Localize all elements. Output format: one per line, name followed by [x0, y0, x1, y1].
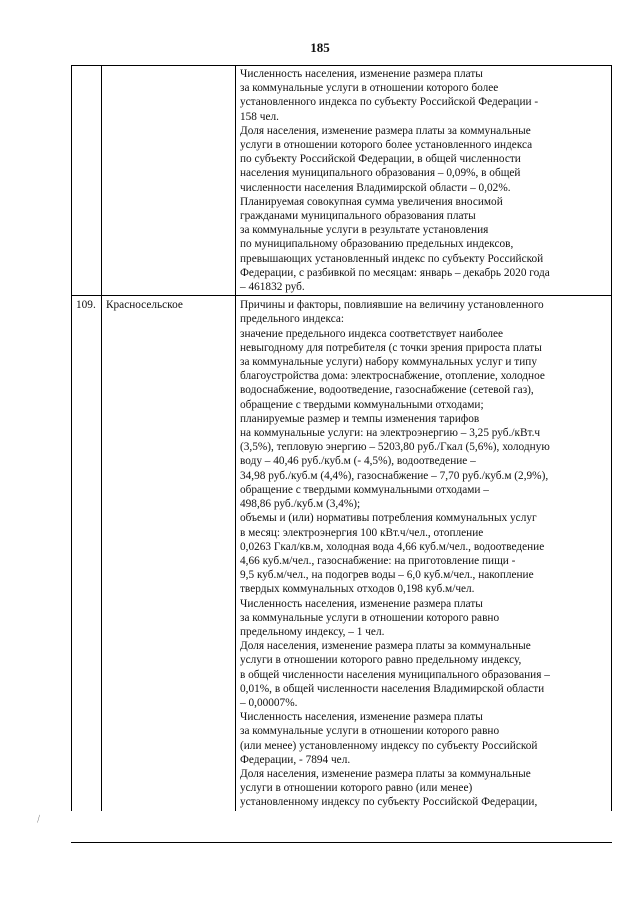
description-line: услуги в отношении которого более установленного индекса: [240, 139, 533, 152]
description-line: в месяц: электроэнергия 100 кВт.ч/чел., отопление: [240, 526, 484, 539]
description-line: услуги в отношении которого равно (или менее): [240, 782, 473, 795]
description-line: Планируемая совокупная сумма увеличения вносимой: [240, 195, 503, 208]
description-line: Доля населения, изменение размера платы за коммунальные: [240, 124, 531, 137]
description-line: за коммунальные услуги) набору коммунальных услуг и типу: [240, 356, 537, 369]
municipality-name-cell: [102, 66, 236, 296]
description-line: твердых коммунальных отходов 0,198 куб.м/чел.: [240, 583, 475, 596]
description-cell: [236, 66, 612, 296]
description-line: 498,86 руб./куб.м (3,4%);: [240, 498, 361, 511]
description-line: воду – 40,46 руб./куб.м (- 4,5%), водоотведение –: [240, 455, 476, 468]
description-line: за коммунальные услуги в отношении которого более: [240, 82, 499, 95]
description-line: 9,5 куб.м/чел., на подогрев воды – 6,0 куб.м/чел., накопление: [240, 569, 534, 582]
table-row: [72, 66, 612, 296]
description-line: (3,5%), тепловую энергию – 5203,80 руб./Гкал (5,6%), холодную: [240, 441, 550, 454]
description-line: предельному индексу, – 1 чел.: [240, 625, 385, 638]
description-line: 158 чел.: [240, 110, 279, 123]
description-line: – 461832 руб.: [240, 281, 305, 294]
table-bottom-border: [71, 842, 612, 843]
description-line: объемы и (или) нормативы потребления коммунальных услуг: [240, 512, 537, 525]
description-cell: [236, 296, 612, 811]
description-line: 34,98 руб./куб.м (4,4%), газоснабжение – 7,70 руб./куб.м (2,9%),: [240, 469, 549, 482]
description-line: численности населения Владимирской области – 0,02%.: [240, 181, 511, 194]
page-number: 185: [310, 40, 330, 55]
description-line: превышающих установленный индекс по субъекту Российской: [240, 252, 544, 265]
description-line: Причины и факторы, повлиявшие на величину установленного: [240, 299, 544, 312]
document-table: [71, 65, 612, 811]
description-line: предельного индекса:: [240, 313, 344, 326]
description-line: благоустройства дома: электроснабжение, отопление, холодное: [240, 370, 545, 383]
description-line: 4,66 куб.м/чел., газоснабжение: на приготовление пищи -: [240, 554, 516, 567]
description-line: гражданами муниципального образования платы: [240, 210, 476, 223]
description-line: Федерации, с разбивкой по месяцам: январь – декабрь 2020 года: [240, 266, 550, 279]
description-line: Численность населения, изменение размера платы: [240, 711, 483, 724]
description-line: населения муниципального образования – 0,09%, в общей: [240, 167, 521, 180]
description-line: установленного индекса по субъекту Российской Федерации -: [240, 96, 539, 109]
description-line: за коммунальные услуги в отношении которого равно: [240, 725, 500, 738]
description-line: значение предельного индекса соответствует наиболее: [240, 327, 504, 340]
description-line: на коммунальные услуги: на электроэнергию – 3,25 руб./кВт.ч: [240, 427, 541, 440]
row-number-cell: 109.: [72, 296, 102, 811]
description-line: услуги в отношении которого равно предельному индексу,: [240, 654, 522, 667]
description-line: по муниципальному образованию предельных индексов,: [240, 238, 514, 251]
description-line: – 0,00007%.: [240, 696, 298, 709]
description-line: установленному индексу по субъекту Российской Федерации,: [240, 796, 538, 809]
description-line: Федерации, - 7894 чел.: [240, 753, 351, 766]
description-line: по субъекту Российской Федерации, в общей численности: [240, 153, 521, 166]
description-line: в общей численности населения муниципального образования –: [240, 668, 550, 681]
description-line: планируемые размер и темпы изменения тарифов: [240, 412, 480, 425]
description-line: обращение с твердыми коммунальными отходами –: [240, 483, 489, 496]
description-line: невыгодному для потребителя (с точки зрения прироста платы: [240, 341, 542, 354]
description-line: водоснабжение, водоотведение, газоснабжение (сетевой газ),: [240, 384, 534, 397]
description-line: Численность населения, изменение размера платы: [240, 597, 483, 610]
description-line: Численность населения, изменение размера платы: [240, 68, 483, 80]
description-line: 0,0263 Гкал/кв.м, холодная вода 4,66 куб.м/чел., водоотведение: [240, 540, 545, 553]
description-line: Доля населения, изменение размера платы за коммунальные: [240, 767, 531, 780]
table-row: [72, 296, 612, 811]
description-line: за коммунальные услуги в результате установления: [240, 224, 489, 237]
description-line: Доля населения, изменение размера платы за коммунальные: [240, 640, 531, 653]
municipality-name-cell: Красносельское: [102, 296, 236, 811]
description-line: за коммунальные услуги в отношении которого равно: [240, 611, 500, 624]
description-line: обращение с твердыми коммунальными отходами;: [240, 398, 484, 411]
scan-artifact-mark: ⁄: [36, 814, 42, 825]
description-line: (или менее) установленному индексу по субъекту Российской: [240, 739, 538, 752]
row-number-cell: [72, 66, 102, 296]
description-line: 0,01%, в общей численности населения Владимирской области: [240, 682, 545, 695]
